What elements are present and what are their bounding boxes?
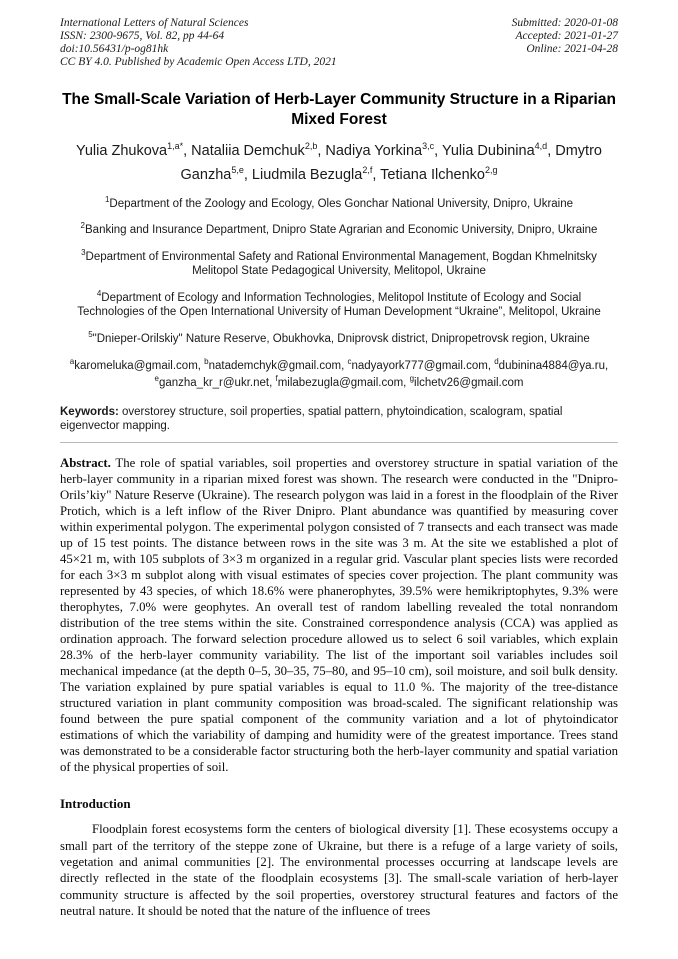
affiliation: $^1$Department of the Zoology and Ecology, Oles Gonchar National University, Dnipro, Ukraine bbox=[104, 194, 574, 210]
affiliation: $^5$"Dnieper-Orilskiy" Nature Reserve, Obukhovka, Dniprovsk district, Dnipropetrovsk region, Ukraine bbox=[88, 329, 590, 345]
author-list bbox=[60, 137, 618, 185]
journal-license: CC BY 4.0. Published by Academic Open Access LTD, 2021 bbox=[60, 56, 337, 68]
email-list bbox=[69, 355, 609, 391]
email: $^f$milabezugla@gmail.com, bbox=[275, 374, 410, 390]
author: Yulia Dubinina$^{4,d}$, bbox=[441, 141, 556, 159]
submission-dates bbox=[512, 17, 618, 69]
abstract-label: Abstract. bbox=[60, 456, 111, 471]
online-date: Online: 2021-04-28 bbox=[526, 43, 618, 55]
author: Liudmila Bezugla$^{2,f}$, bbox=[251, 164, 381, 183]
keywords-block bbox=[60, 405, 618, 433]
affiliation: $^2$Banking and Insurance Department, Dnipro State Agrarian and Economic University, Dnipro, Ukraine bbox=[80, 221, 598, 237]
section-divider bbox=[60, 442, 618, 443]
journal-doi: doi:10.56431/p-og81hk bbox=[60, 43, 169, 55]
email: $^e$ganzha_kr_r@ukr.net, bbox=[154, 374, 276, 390]
author: Tetiana Ilchenko$^{2,g}$ bbox=[380, 164, 498, 183]
author: Nataliia Demchuk$^{2,b}$, bbox=[191, 141, 326, 159]
email: $^a$karomeluka@gmail.com, bbox=[69, 356, 205, 372]
author: Dmytro Ganzha$^{5,e}$, bbox=[180, 142, 602, 183]
keywords-label: Keywords: bbox=[60, 406, 119, 419]
journal-info bbox=[60, 17, 337, 69]
paper-title: The Small-Scale Variation of Herb-Layer Community Structure in a Riparian Mixed Forest bbox=[62, 91, 616, 128]
introduction-paragraph: Floodplain forest ecosystems form the centers of biological diversity [1]. These ecosystems occupy a small part of the territory of the steppe zone of Ukraine, but there is a refuge of a large variety of soils, vegetation and animal communities [2]. The environmental processes occurring at landscape levels are directly reflected in the state of the floodplain ecosystems [3]. The small-scale variation of herb-layer community structure is affected by the soil properties, overstorey structural features and factors of the neutral nature. It should be noted that the nature of the influence of trees bbox=[60, 822, 618, 918]
email: $^c$nadyayork777@gmail.com, bbox=[347, 356, 495, 372]
abstract-block bbox=[60, 455, 618, 775]
accepted-date: Accepted: 2021-01-27 bbox=[515, 30, 618, 42]
email: $^d$dubinina4884@ya.ru, bbox=[494, 356, 609, 372]
abstract-text: The role of spatial variables, soil properties and overstorey structure in spatial variation of the herb-layer community in a riparian mixed forest was shown. The research were conducted in the "Dnipro-Orils’kiy" Nature Reserve (Ukraine). The research polygon was laid in a forest in the floodplain of the River Protich, which is a left inflow of the River Dnipro. Plant abundance was quantified by measuring cover within experimental polygon. The experimental polygon consisted of 7 transects and each transect was made up of 15 test points. The distance between rows in the site was 3 m. At the site we established a plot of 45×21 m, with 105 subplots of 3×3 m organized in a regular grid. Vascular plant species lists were recorded for each 3×3 m subplot along with visual estimates of species cover projection. The plant community was represented by 43 species, of which 18.6% were phanerophytes, 39.5% were hemikriptophytes, 9.3% were therophytes, 7.0% were geophytes. An overall test of random labelling revealed the total nonrandom distribution of the tree stems within the site. Constrained correspondence analysis (CCA) was applied as ordination approach. The forward selection procedure allowed us to select 6 soil variables, which explain 28.3% of the herb-layer community variability. The list of the important soil variables includes soil mechanical impedance (at the depth 0–5, 30–35, 75–80, and 95–10 cm), soil moisture, and soil bulk density. The variation explained by pure spatial variables is equal to 11.0 %. The majority of the tree-distance structured variation in plant community composition was broad-scaled. The significant relationship was found between the pure spatial component of the community variation and a lot of phytoindicator estimations of which the variability of damping and humidity were of the greatest importance. Trees stand was demonstrated to be a considerable factor structuring both the herb-layer community and spatial variation of the physical properties of soil. bbox=[60, 456, 618, 775]
email: $^g$ilchetv26@gmail.com bbox=[409, 374, 524, 390]
page-header bbox=[60, 17, 618, 69]
affiliation: $^3$Department of Environmental Safety and Rational Environmental Management, Bogdan Khmelnitsky Melitopol State Pedagogical University, Melitopol, Ukraine bbox=[81, 248, 597, 278]
journal-issn-volume: ISSN: 2300-9675, Vol. 82, pp 44-64 bbox=[60, 30, 225, 42]
author: Yulia Zhukova$^{1,a*}$, bbox=[76, 141, 192, 159]
submitted-date: Submitted: 2020-01-08 bbox=[511, 17, 618, 29]
keywords-text: overstorey structure, soil properties, spatial pattern, phytoindication, scalogram, spatial eigenvector mapping. bbox=[60, 406, 563, 433]
affiliation-list bbox=[60, 193, 618, 346]
introduction-heading: Introduction bbox=[60, 796, 131, 812]
email: $^b$natademchyk@gmail.com, bbox=[204, 356, 348, 372]
journal-title: International Letters of Natural Sciences bbox=[60, 17, 249, 29]
affiliation: $^4$Department of Ecology and Information Technologies, Melitopol Institute of Ecology and Social Technologies of the Open International University of Human Development “Ukraine”, Melitopol, Ukraine bbox=[77, 289, 601, 318]
author: Nadiya Yorkina$^{3,c}$, bbox=[325, 141, 442, 159]
